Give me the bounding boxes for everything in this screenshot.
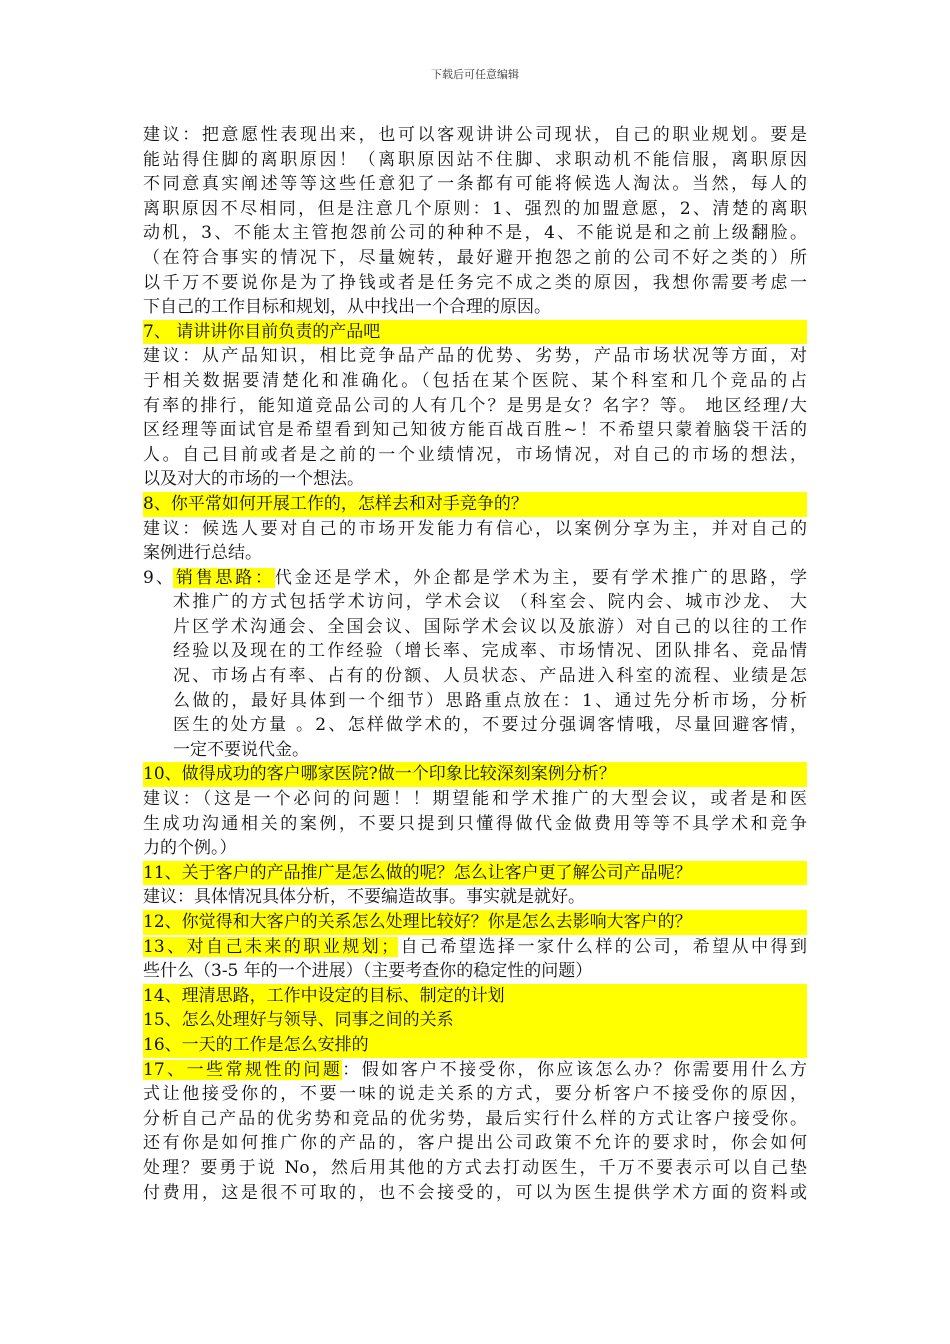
highlighted-phrase: 13、对自己未来的职业规划； (143, 936, 399, 957)
text-line (143, 517, 807, 542)
list-number: 9、 (143, 567, 173, 588)
line-text: 建议：把意愿性表现出来，也可以客观讲讲公司现状，自己的职业规划。要是 (143, 125, 807, 145)
question-heading-line (143, 1033, 807, 1058)
line-text: 离职原因不尽相同，但是注意几个原则：1、强烈的加盟意愿，2、清楚的离职 (143, 198, 807, 219)
text-line (143, 590, 807, 615)
line-text: 经验以及现在的工作经验（增长率、完成率、市场情况、团队排名、竞品情 (173, 641, 807, 662)
line-text: 8、你平常如何开展工作的，怎样去和对手竞争的？ (143, 493, 528, 514)
text-line (143, 197, 807, 222)
line-text: 区经理等面试官是希望看到知己知彼方能百战百胜~！不希望只蒙着脑袋干活的 (143, 420, 807, 441)
line-text: 生成功沟通相关的案例，不要只提到只懂得做代金做费用等等不具学术和竞争 (143, 813, 807, 834)
question-heading-line (143, 492, 807, 517)
line-text: 能站得住脚的离职原因！（离职原因站不住脚、求职动机不能信服，离职原因 (143, 149, 807, 170)
text-line (143, 1107, 807, 1132)
line-text: 人。自己目前或者是之前的一个业绩情况，市场情况，对自己的市场的想法， (143, 444, 807, 465)
line-text: 处理？要勇于说 No，然后用其他的方式去打动医生，千万不要表示可以自己垫 (143, 1157, 807, 1178)
text-line (143, 443, 807, 468)
line-text: 12、你觉得和大客户的关系怎么处理比较好？你是怎么去影响大客户的？ (143, 912, 692, 932)
text-line (143, 295, 807, 320)
line-text: 以千万不要说你是为了挣钱或者是任务完不成之类的原因，我想你需要考虑一 (143, 272, 807, 293)
highlighted-phrase: 销售思路： (173, 567, 275, 588)
text-line (143, 812, 807, 837)
text-line (143, 566, 807, 591)
page-header: 下载后可任意编辑 (431, 68, 519, 81)
text-line (143, 836, 807, 861)
line-text: 有率的排行，能知道竞品公司的人有几个？是男是女？名字？等。 地区经理/大 (143, 395, 807, 416)
text-line (143, 467, 807, 492)
text-line (143, 1058, 807, 1083)
text-line (143, 787, 807, 812)
text-line (143, 271, 807, 296)
text-line (143, 639, 807, 664)
question-heading-line (143, 1008, 807, 1033)
text-line (143, 935, 807, 960)
line-text: 建议：从产品知识，相比竞争品产品的优势、劣势，产品市场状况等方面，对 (143, 346, 807, 367)
line-text: 分析自己产品的优劣势和竞品的优劣势，最后实行什么样的方式让客户接受你。 (143, 1108, 807, 1129)
line-text: 建议：（这是一个必问的问题！！期望能和学术推广的大型会议，或者是和医 (143, 789, 807, 810)
text-line (143, 148, 807, 173)
text-line (143, 344, 807, 369)
text-line (143, 664, 807, 689)
question-heading-line (143, 861, 807, 886)
text-line (143, 738, 807, 763)
text-line (143, 394, 807, 419)
text-line (143, 689, 807, 714)
line-text: 些什么（3-5 年的一个进展）（主要考查你的稳定性的问题） (143, 961, 593, 982)
line-text: 还有你是如何推广你的产品的，客户提出公司政策不允许的要求时，你会如何 (143, 1133, 807, 1154)
question-heading-line (143, 984, 807, 1009)
text-line (143, 246, 807, 271)
highlighted-phrase: 17、一些常规性的问题 (143, 1059, 343, 1080)
text-line (143, 959, 807, 984)
text-line (143, 541, 807, 566)
question-heading-line (143, 762, 807, 787)
line-text: 医生的处方量 。2、怎样做学术的，不要过分强调客情哦，尽量回避客情， (173, 715, 807, 736)
text-line (143, 1156, 807, 1181)
line-text: （在符合事实的情况下，尽量婉转，最好避开抱怨之前的公司不好之类的）所 (143, 247, 807, 268)
line-text: 么做的，最好具体到一个细节）思路重点放在：1、通过先分析市场，分析 (173, 690, 807, 711)
text-line (143, 172, 807, 197)
text-line (143, 418, 807, 443)
text-line (143, 1082, 807, 1107)
line-text: 7、 请讲讲你目前负责的产品吧 (143, 321, 381, 342)
line-text: 一定不要说代金。 (173, 739, 309, 760)
text-line (143, 615, 807, 640)
text-line (143, 713, 807, 738)
question-heading-line (143, 320, 807, 345)
text-line (143, 123, 807, 148)
document-body (143, 123, 807, 1205)
line-text: 动机，3、不能太主管抱怨前公司的种种不是，4、不能说是和之前上级翻脸。 (143, 223, 807, 244)
line-text: 力的个例。） (143, 838, 237, 859)
line-text: 14、理清思路，工作中设定的目标、制定的计划 (143, 985, 505, 1006)
text-line (143, 369, 807, 394)
line-text: 15、怎么处理好与领导、同事之间的关系 (143, 1010, 454, 1031)
line-text: 术推广的方式包括学术访问，学术会议 （科室会、院内会、城市沙龙、 大 (173, 592, 807, 613)
question-heading-line (143, 910, 807, 935)
line-text: 10、做得成功的客户哪家医院?做一个印象比较深刻案例分析？ (143, 764, 616, 785)
line-text: 案例进行总结。 (143, 543, 262, 564)
line-text: 建议：具体情况具体分析，不要编造故事。事实就是就好。 (143, 887, 585, 908)
line-text: 代金还是学术，外企都是学术为主，要有学术推广的思路，学 (274, 567, 807, 588)
line-text: 况、市场占有率、占有的份额、人员状态、产品进入科室的流程、业绩是怎 (173, 666, 807, 687)
line-text: 自己希望选择一家什么样的公司，希望从中得到 (398, 936, 807, 957)
text-line (143, 221, 807, 246)
text-line (143, 885, 807, 910)
line-text: 11、关于客户的产品推广是怎么做的呢？怎么让客户更了解公司产品呢？ (143, 862, 692, 883)
line-text: 付费用，这是很不可取的，也不会接受的，可以为医生提供学术方面的资料或 (143, 1182, 807, 1203)
line-text: 不同意真实阐述等等这些任意犯了一条都有可能将候选人淘汰。当然，每人的 (143, 174, 807, 195)
text-line (143, 1131, 807, 1156)
line-text: 式让他接受你的，不要一味的说走关系的方式，要分析客户不接受你的原因， (143, 1084, 807, 1105)
line-text: 以及对大的市场的一个想法。 (143, 469, 364, 490)
text-line (143, 1181, 807, 1206)
line-text: 于相关数据要清楚化和准确化。（包括在某个医院、某个科室和几个竞品的占 (143, 370, 807, 391)
line-text: 下自己的工作目标和规划，从中找出一个合理的原因。 (143, 297, 551, 318)
line-text: 建议：候选人要对自己的市场开发能力有信心，以案例分享为主，并对自己的 (143, 518, 807, 539)
line-text: 片区学术沟通会、全国会议、国际学术会议以及旅游）对自己的以往的工作 (173, 616, 807, 637)
line-text: 16、一天的工作是怎么安排的 (143, 1034, 369, 1055)
line-text: ：假如客户不接受你，你应该怎么办？你需要用什么方 (342, 1059, 807, 1080)
